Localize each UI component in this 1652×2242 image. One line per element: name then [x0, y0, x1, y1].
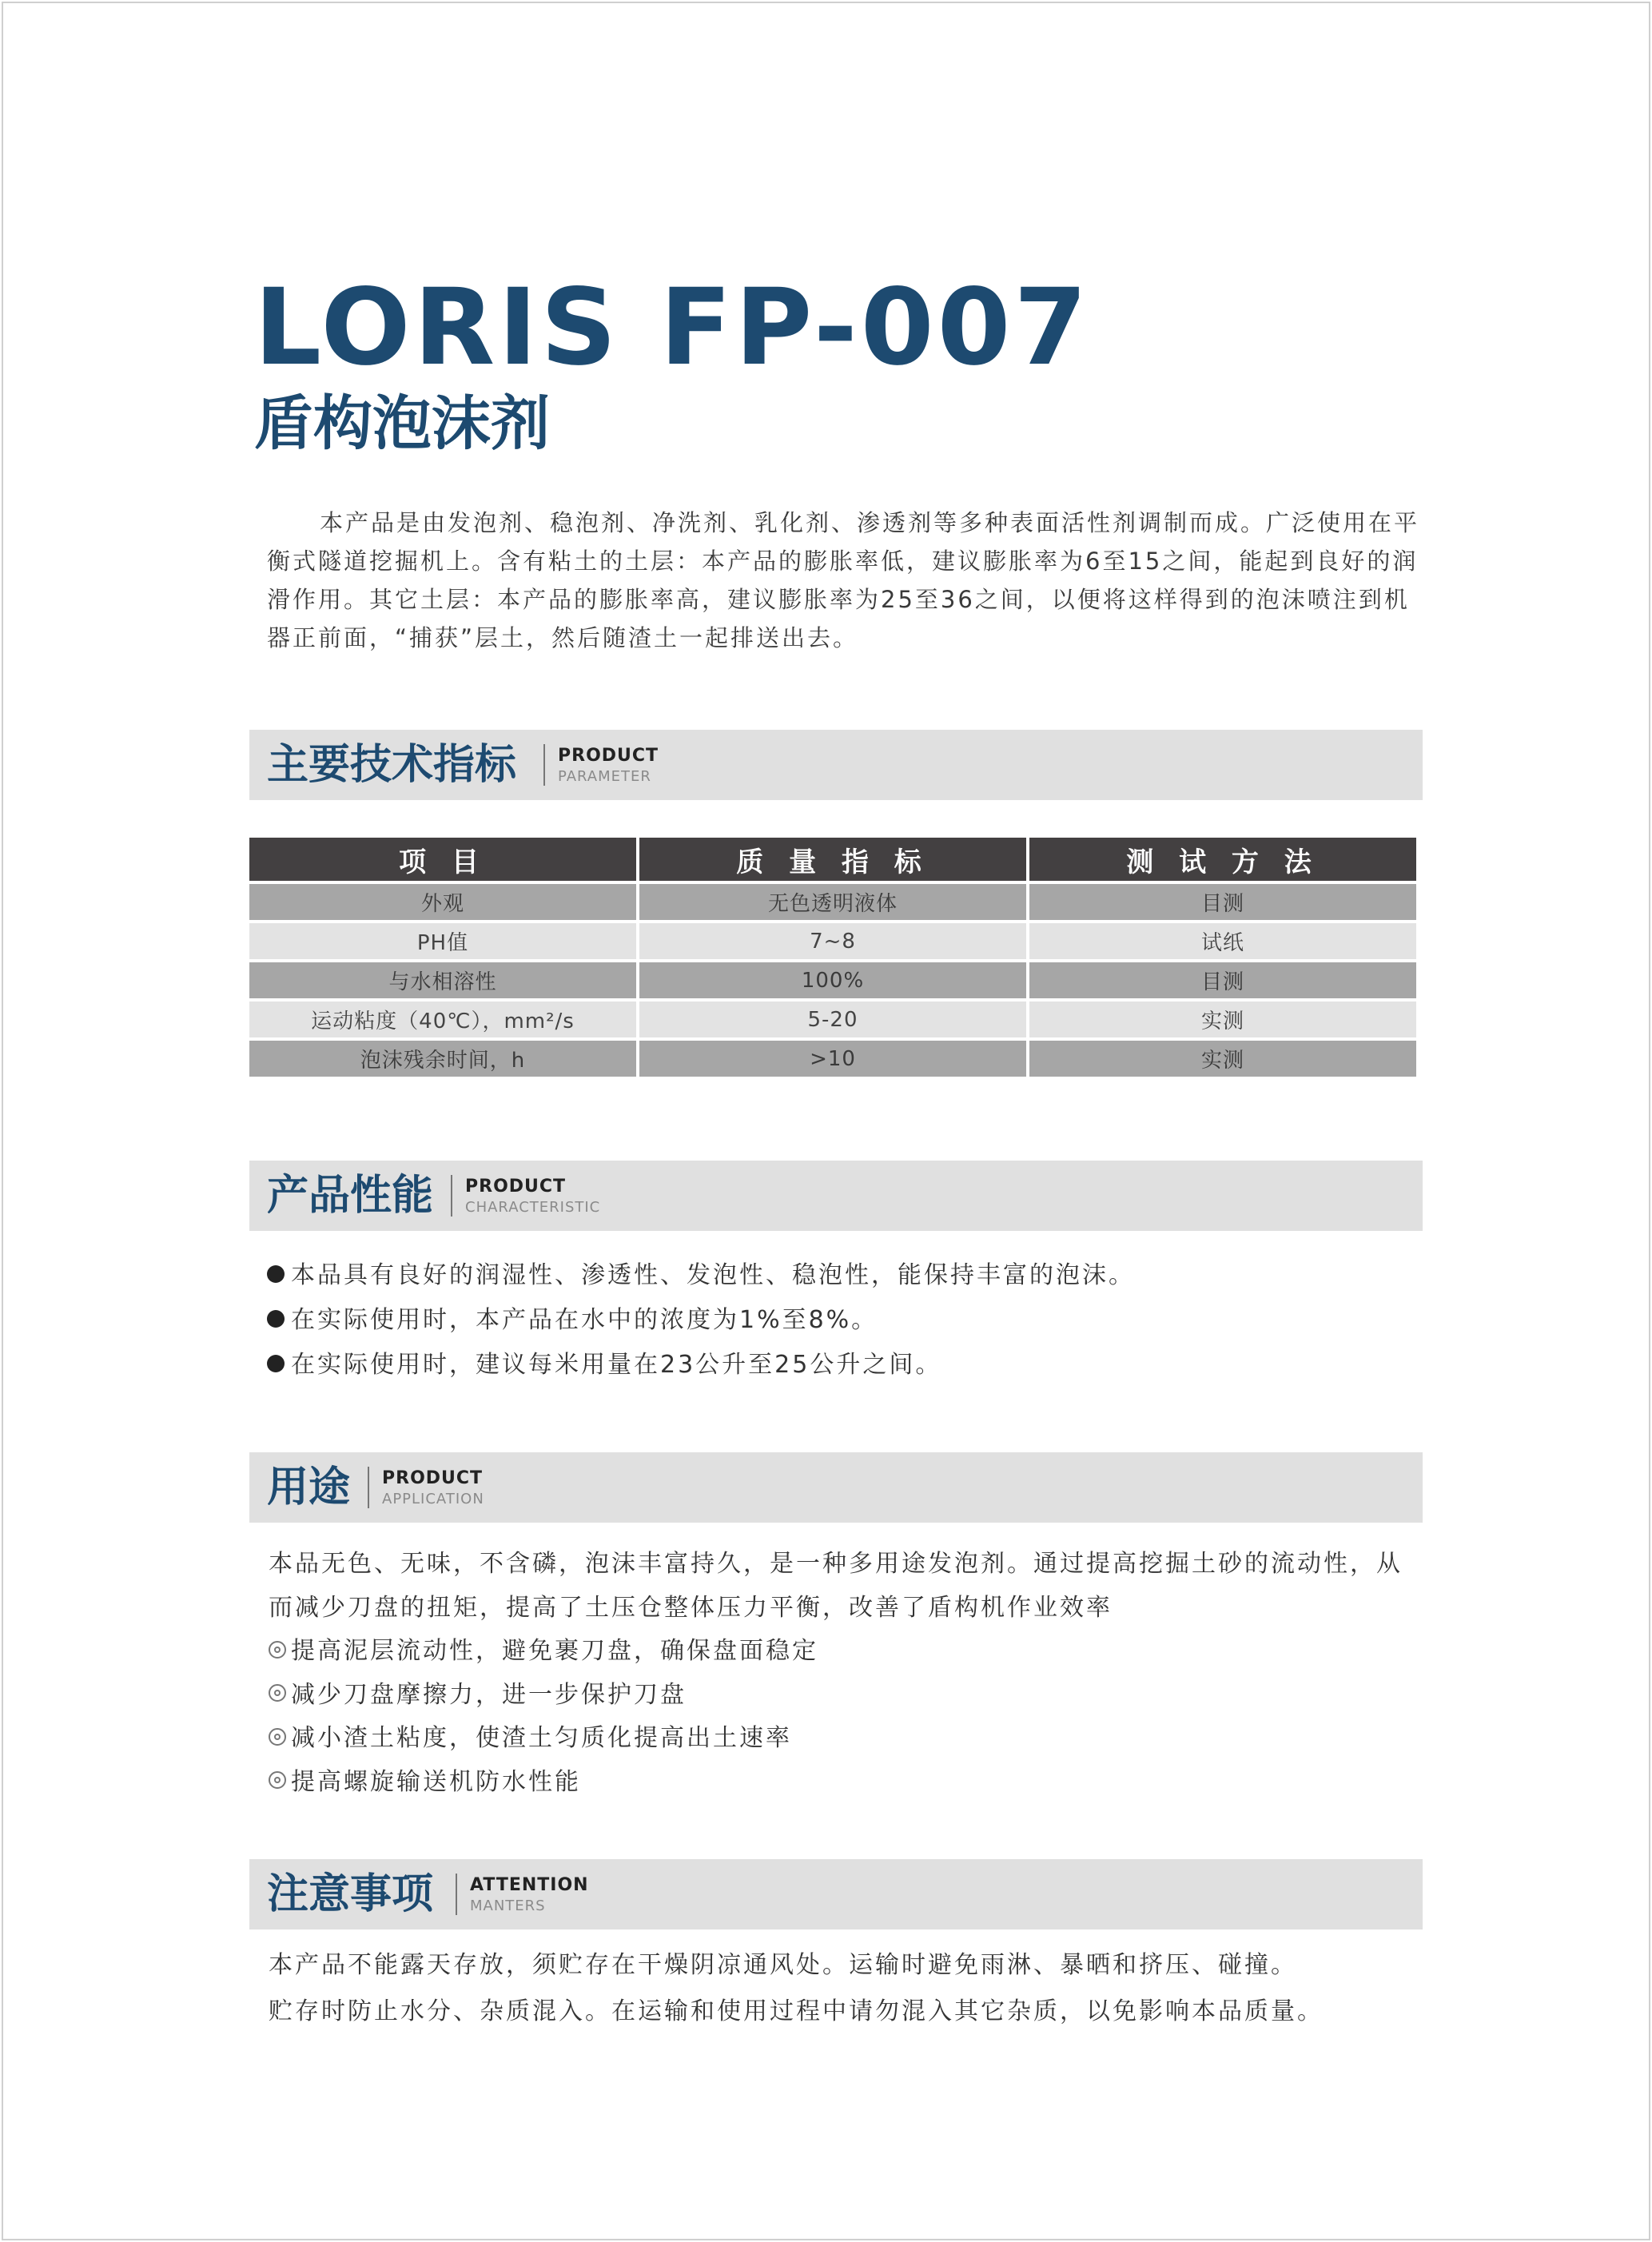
list-item-text: 减小渣土粘度，使渣土匀质化提高出土速率: [291, 1724, 792, 1752]
table-row: [249, 1041, 1416, 1077]
section-subtitle-en: PARAMETER: [558, 768, 651, 785]
section-subtitle-en: APPLICATION: [382, 1491, 484, 1507]
product-subtitle: 盾构泡沫剂: [254, 389, 550, 458]
section-title-en: PRODUCT: [465, 1177, 567, 1197]
intro-line: 的润滑作用。其它土层：本产品的膨胀率高，建议膨胀率为25至36之间，以便将这样得到的泡沫喷注: [267, 548, 1419, 613]
section-header-attention: [249, 1859, 1423, 1929]
list-item: [269, 1630, 1403, 1674]
product-title: LORIS FP-007: [254, 266, 1091, 389]
table-cell: 运动粘度（40℃），mm²/s: [249, 1002, 636, 1037]
application-paragraph-line: 本品无色、无味，不含磷，泡沫丰富持久，是一种多用途发泡剂。通过提高挖掘土砂的流动性，从: [269, 1550, 1403, 1578]
intro-line: 到机器正前面，“捕获”层土，然后随渣土一起排送出去。: [267, 586, 1410, 651]
list-item-text: 减少刀盘摩擦力，进一步保护刀盘: [291, 1680, 687, 1709]
table-cell: PH值: [249, 923, 636, 959]
table-header-item: 项 目: [249, 838, 636, 881]
table-cell: 5-20: [639, 1002, 1026, 1037]
attention-line: 贮存时防止水分、杂质混入。在运输和使用过程中请勿混入其它杂质，以免影响本品质量。: [269, 1997, 1324, 2025]
application-list: [269, 1543, 1403, 1804]
list-item: [267, 1253, 1135, 1298]
section-title-en: ATTENTION: [470, 1875, 589, 1895]
bullet-icon: [267, 1310, 285, 1328]
circle-bullet-icon: [269, 1641, 286, 1659]
table-cell: 实测: [1029, 1002, 1416, 1037]
table-cell: 目测: [1029, 884, 1416, 920]
section-title-zh: 注意事项: [267, 1870, 434, 1918]
bullet-icon: [267, 1265, 285, 1283]
table-cell: 泡沫残余时间，h: [249, 1041, 636, 1077]
section-title-en: PRODUCT: [558, 746, 659, 766]
section-title-en: PRODUCT: [382, 1468, 484, 1488]
attention-line: 本产品不能露天存放，须贮存在干燥阴凉通风处。运输时避免雨淋、暴晒和挤压、碰撞。: [269, 1951, 1297, 1979]
table-row: [249, 923, 1416, 959]
table-cell: >10: [639, 1041, 1026, 1077]
section-divider: [451, 1175, 452, 1217]
section-title-zh: 主要技术指标: [267, 741, 517, 789]
circle-bullet-icon: [269, 1728, 286, 1746]
table-cell: 无色透明液体: [639, 884, 1026, 920]
list-item-text: 在实际使用时，建议每米用量在23公升至25公升之间。: [291, 1351, 942, 1379]
table-cell: 7~8: [639, 923, 1026, 959]
section-header-parameters: [249, 730, 1423, 800]
list-item-text: 本品具有良好的润湿性、渗透性、发泡性、稳泡性，能保持丰富的泡沫。: [291, 1261, 1135, 1289]
section-header-characteristic: [249, 1161, 1423, 1231]
circle-bullet-icon: [269, 1771, 286, 1789]
intro-paragraph: [267, 504, 1431, 657]
list-item: [267, 1343, 1135, 1388]
list-item-text: 在实际使用时，本产品在水中的浓度为1%至8%。: [291, 1306, 878, 1334]
table-cell: 与水相溶性: [249, 962, 636, 998]
list-item: [269, 1717, 1403, 1761]
section-header-application: [249, 1452, 1423, 1523]
table-header-quality: 质 量 指 标: [639, 838, 1026, 881]
list-item-text: 提高泥层流动性，避免裹刀盘，确保盘面稳定: [291, 1637, 818, 1665]
section-divider: [543, 744, 545, 786]
table-row: [249, 884, 1416, 920]
table-cell: 外观: [249, 884, 636, 920]
parameter-table: [246, 834, 1419, 1080]
list-item: [269, 1761, 1403, 1805]
list-item: [267, 1298, 1135, 1343]
table-cell: 试纸: [1029, 923, 1416, 959]
list-item: [269, 1674, 1403, 1718]
section-divider: [368, 1467, 369, 1508]
list-item-text: 提高螺旋输送机防水性能: [291, 1767, 581, 1796]
table-header-method: 测 试 方 法: [1029, 838, 1416, 881]
table-cell: 目测: [1029, 962, 1416, 998]
table-cell: 实测: [1029, 1041, 1416, 1077]
table-header-row: [249, 838, 1416, 881]
table-cell: 100%: [639, 962, 1026, 998]
table-row: [249, 962, 1416, 998]
intro-line: 本产品是由发泡剂、稳泡剂、净洗剂、乳化剂、渗透剂等多种表面活性剂调制而成。广泛使用在: [320, 509, 1395, 536]
bullet-icon: [267, 1355, 285, 1372]
table-row: [249, 1002, 1416, 1037]
application-paragraph-line: 而减少刀盘的扭矩，提高了土压仓整体压力平衡，改善了盾构机作业效率: [269, 1593, 1113, 1622]
section-title-zh: 用途: [267, 1463, 351, 1511]
section-subtitle-en: MANTERS: [470, 1898, 546, 1914]
section-divider: [456, 1874, 457, 1915]
section-subtitle-en: CHARACTERISTIC: [465, 1199, 601, 1216]
attention-text: [269, 1942, 1324, 2035]
intro-line: 平衡式隧道挖掘机上。含有粘土的土层：本产品的膨胀率低，建议膨胀率为6至15之间，能起到良好: [267, 509, 1420, 575]
circle-bullet-icon: [269, 1684, 286, 1702]
characteristic-list: [267, 1253, 1135, 1388]
section-title-zh: 产品性能: [267, 1172, 434, 1220]
